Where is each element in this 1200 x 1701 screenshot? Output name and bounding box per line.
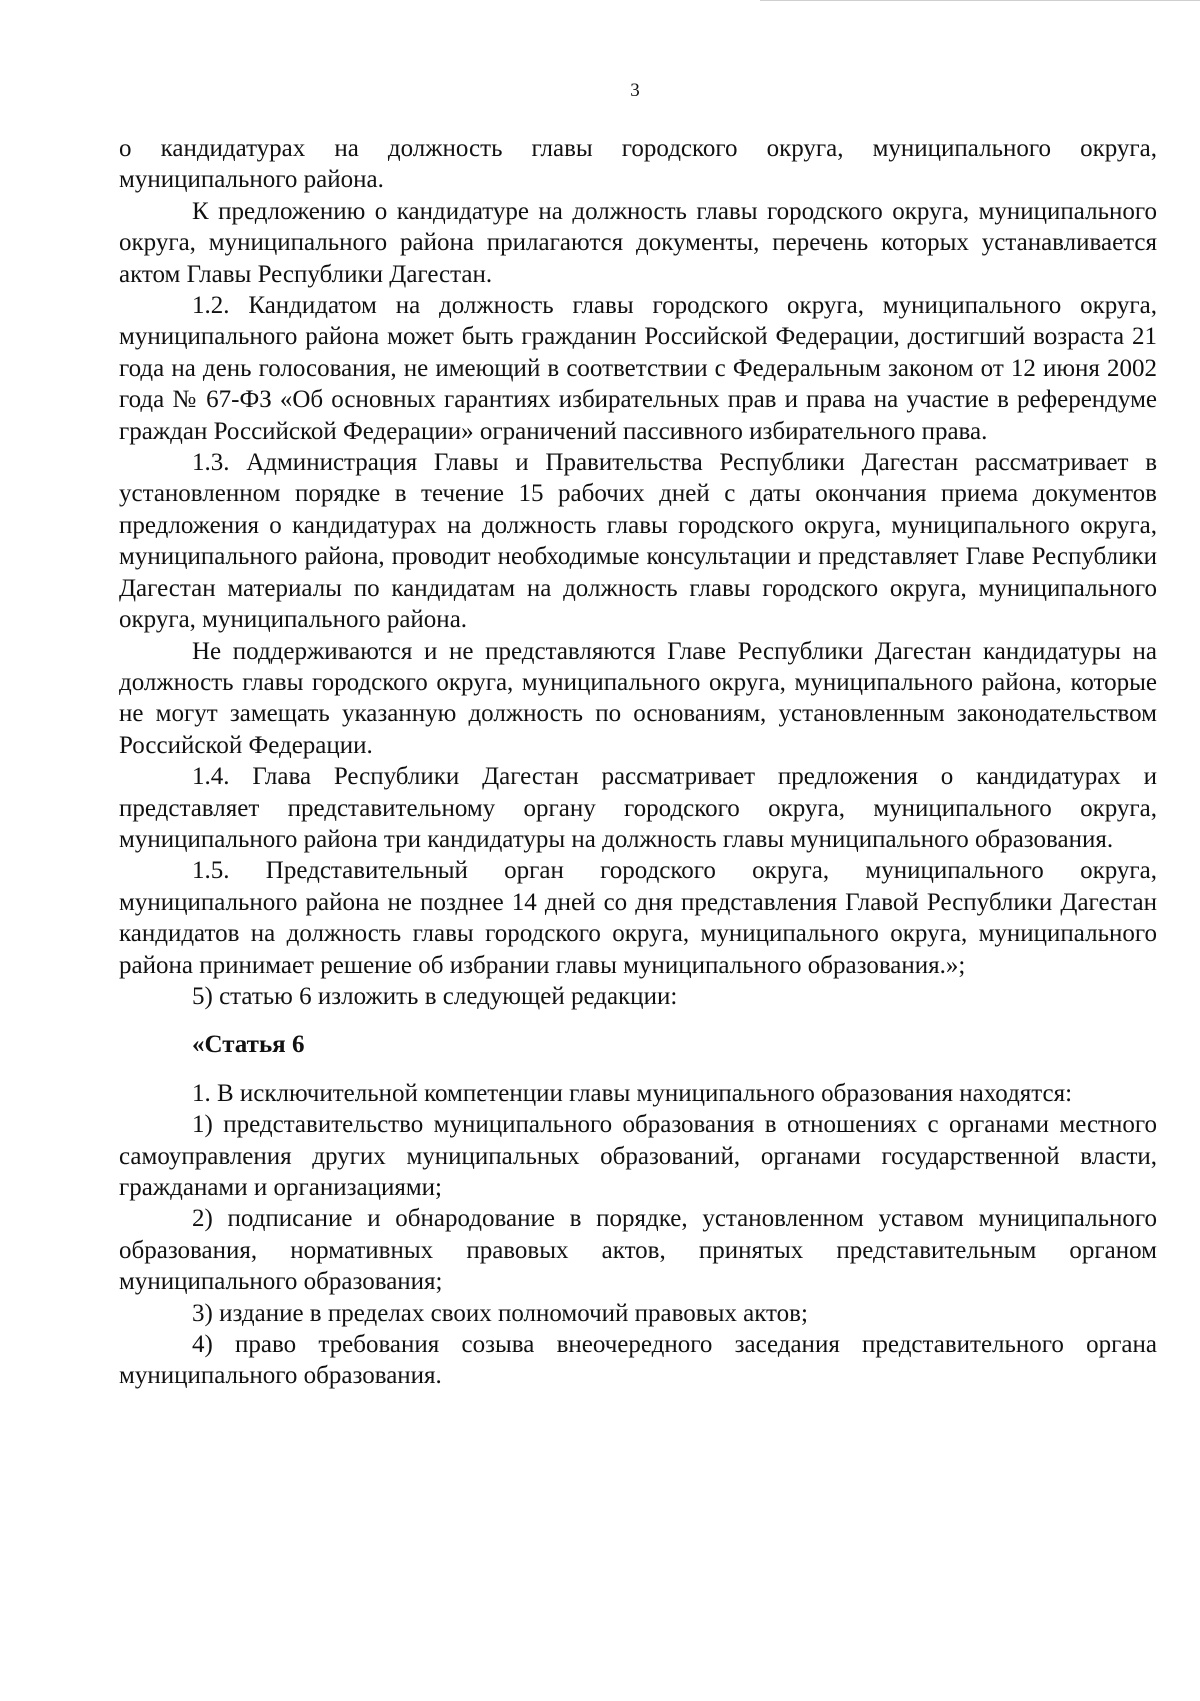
scan-edge-line [760, 0, 1200, 1]
paragraph-1-2: 1.2. Кандидатом на должность главы городского округа, муниципального округа, муниципального района может быть гражданин Российской Федерации, достигший возраста 21 года на день голосования, не имеющий в соответствии с Федеральным законом от 12 июня 2002 года № 67-ФЗ «Об основных гарантиях избирательных прав и права на участие в референдуме граждан Российской Федерации» ограничений пассивного избирательного права. [119, 292, 1157, 445]
paragraph-1-3: 1.3. Администрация Главы и Правительства Республики Дагестан рассматривает в установленном порядке в течение 15 рабочих дней с даты окончания приема документов предложения о кандидатурах на должность главы городского округа, муниципального округа, муниципального района, проводит необходимые консультации и представляет Главе Республики Дагестан материалы по кандидатам на должность главы городского округа, муниципального округа, муниципального района. [119, 449, 1157, 634]
article-item-1: 1) представительство муниципального образования в отношениях с органами местного самоуправления других муниципальных образований, органами государственной власти, гражданами и организациями; [119, 1111, 1157, 1201]
page-number: 3 [630, 80, 640, 101]
article-heading: «Статья 6 [192, 1031, 305, 1059]
paragraph-continuation: о кандидатурах на должность главы городского округа, муниципального округа, муниципального района. [119, 135, 1157, 194]
paragraph-documents: К предложению о кандидатуре на должность главы городского округа, муниципального округа, муниципального района прилагаются документы, перечень которых устанавливается актом Главы Республики Дагестан. [119, 197, 1157, 288]
paragraph-not-supported: Не поддерживаются и не представляются Главе Республики Дагестан кандидатуры на должность главы городского округа, муниципального округа, муниципального района, которые не могут замещать указанную должность по основаниям, установленным законодательством Российской Федерации. [119, 637, 1157, 759]
article-item-4: 4) право требования созыва внеочередного заседания представительного органа муниципального образования. [119, 1331, 1157, 1390]
document-body [119, 133, 1157, 1392]
paragraph-1-5: 1.5. Представительный орган городского округа, муниципального округа, муниципального района не позднее 14 дней со дня представления Главой Республики Дагестан кандидатов на должность главы городского округа, муниципального округа, муниципального района принимает решение об избрании главы муниципального образования.»; [119, 857, 1157, 979]
article-paragraph-1: 1. В исключительной компетенции главы муниципального образования находятся: [192, 1079, 1073, 1107]
paragraph-item-5: 5) статью 6 изложить в следующей редакции: [192, 982, 678, 1010]
paragraph-1-4: 1.4. Глава Республики Дагестан рассматривает предложения о кандидатурах и представляет представительному органу городского округа, муниципального округа, муниципального района три кандидатуры на должность главы муниципального образования. [119, 763, 1157, 853]
article-item-2: 2) подписание и обнародование в порядке, установленном уставом муниципального образования, нормативных правовых актов, принятых представительным органом муниципального образования; [119, 1205, 1157, 1296]
article-item-3: 3) издание в пределах своих полномочий правовых актов; [192, 1299, 808, 1327]
